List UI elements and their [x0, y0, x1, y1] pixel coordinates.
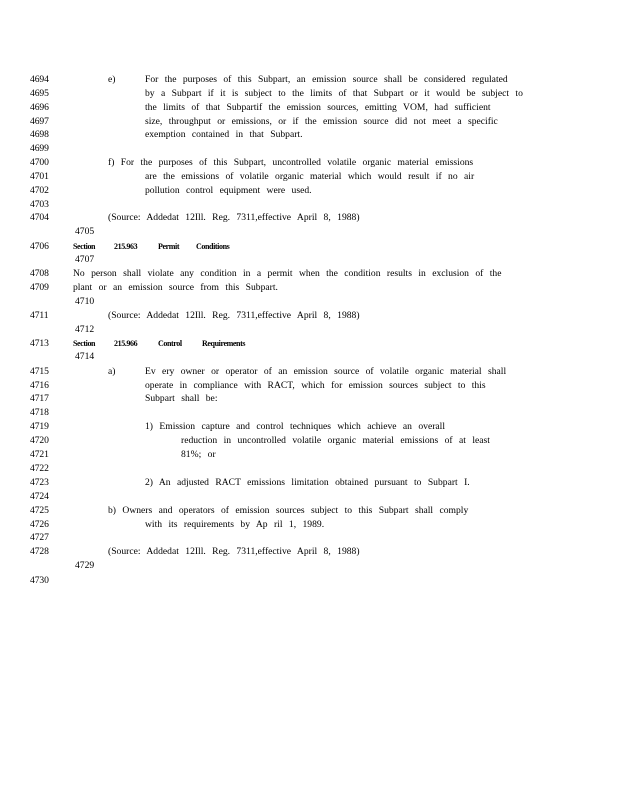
line-4713 — [0, 337, 618, 351]
line-number: 4706 — [30, 241, 49, 252]
line-number: 4707 — [75, 254, 95, 265]
line-4720 — [0, 434, 618, 448]
line-4726 — [0, 518, 618, 532]
line-number: 4696 — [30, 102, 49, 113]
section-label: Section — [73, 339, 96, 348]
line-text: are the emissions of volatile organic material which would result if no air — [145, 171, 475, 182]
line-4707 — [0, 253, 618, 267]
line-number: 4699 — [30, 143, 49, 154]
source-note: (Source: Addedat 12Ill. Reg. 7311,effective April 8, 1988) — [108, 310, 360, 321]
section-label: Section — [73, 242, 96, 251]
line-4702 — [0, 184, 618, 198]
line-4719 — [0, 420, 618, 434]
line-number: 4717 — [30, 393, 49, 404]
line-number: 4709 — [30, 282, 49, 293]
list-marker: a) — [108, 366, 116, 377]
section-title-word: Control — [158, 339, 182, 348]
section-number: 215.963 — [114, 242, 138, 251]
line-number: 4712 — [75, 324, 95, 335]
line-number: 4720 — [30, 435, 49, 446]
line-text: with its requirements by Ap ril 1, 1989. — [145, 519, 325, 530]
line-text: f) For the purposes of this Subpart, uncontrolled volatile organic material emissions — [108, 157, 474, 168]
line-number: 4723 — [30, 477, 49, 488]
line-4724 — [0, 490, 618, 504]
line-number: 4724 — [30, 491, 49, 502]
line-4721 — [0, 448, 618, 462]
line-text: No person shall violate any condition in a permit when the condition results in exclusion of the — [73, 268, 502, 279]
line-number: 4729 — [75, 560, 95, 571]
line-4714 — [0, 350, 618, 364]
line-4703 — [0, 198, 618, 212]
line-4694 — [0, 73, 618, 87]
line-text: b) Owners and operators of emission sources subject to this Subpart shall comply — [108, 505, 469, 516]
line-text: 1) Emission capture and control techniques which achieve an overall — [145, 421, 446, 432]
line-text: operate in compliance with RACT, which for emission sources subject to this — [145, 380, 486, 391]
line-text: exemption contained in that Subpart. — [145, 129, 303, 140]
line-4722 — [0, 462, 618, 476]
line-number: 4726 — [30, 519, 49, 530]
line-4701 — [0, 170, 618, 184]
line-4698 — [0, 128, 618, 142]
line-4696 — [0, 101, 618, 115]
line-number: 4701 — [30, 171, 49, 182]
line-text: pollution control equipment were used. — [145, 185, 312, 196]
line-number: 4727 — [30, 532, 49, 543]
line-number: 4698 — [30, 129, 49, 140]
line-number: 4716 — [30, 380, 49, 391]
line-number: 4710 — [75, 296, 95, 307]
line-4717 — [0, 392, 618, 406]
section-title-word: Permit — [158, 242, 180, 251]
line-4712 — [0, 323, 618, 337]
line-4728 — [0, 545, 618, 559]
line-number: 4725 — [30, 505, 49, 516]
line-number: 4730 — [30, 575, 49, 586]
line-4709 — [0, 281, 618, 295]
line-number: 4722 — [30, 463, 49, 474]
line-4727 — [0, 531, 618, 545]
list-marker: e) — [108, 74, 116, 85]
line-number: 4705 — [75, 226, 95, 237]
line-4715 — [0, 365, 618, 379]
line-number: 4721 — [30, 449, 49, 460]
line-number: 4715 — [30, 366, 49, 377]
source-note: (Source: Addedat 12Ill. Reg. 7311,effective April 8, 1988) — [108, 546, 360, 557]
line-number: 4708 — [30, 268, 49, 279]
line-4704 — [0, 211, 618, 225]
line-4729 — [0, 559, 618, 573]
line-4699 — [0, 142, 618, 156]
section-title-word: Requirements — [202, 339, 246, 348]
line-number: 4713 — [30, 338, 49, 349]
line-text: 81%; or — [181, 449, 216, 460]
line-number: 4694 — [30, 74, 49, 85]
line-number: 4697 — [30, 116, 49, 127]
line-text: 2) An adjusted RACT emissions limitation obtained pursuant to Subpart I. — [145, 477, 470, 488]
line-4718 — [0, 406, 618, 420]
line-text: Ev ery owner or operator of an emission source of volatile organic material shall — [145, 366, 507, 377]
line-number: 4700 — [30, 157, 49, 168]
line-4700 — [0, 156, 618, 170]
line-text: Subpart shall be: — [145, 393, 218, 404]
line-4723 — [0, 476, 618, 490]
line-text: size, throughput or emissions, or if the emission source did not meet a specific — [145, 116, 498, 127]
section-title-word: Conditions — [196, 242, 230, 251]
line-4697 — [0, 115, 618, 129]
section-number: 215.966 — [114, 339, 138, 348]
line-4711 — [0, 309, 618, 323]
line-text: the limits of that Subpartif the emission sources, emitting VOM, had sufficient — [145, 102, 491, 113]
line-number: 4711 — [30, 310, 49, 321]
line-4708 — [0, 267, 618, 281]
line-number: 4702 — [30, 185, 49, 196]
line-number: 4714 — [75, 351, 95, 362]
line-text: plant or an emission source from this Subpart. — [73, 282, 278, 293]
line-number: 4719 — [30, 421, 49, 432]
source-note: (Source: Addedat 12Ill. Reg. 7311,effective April 8, 1988) — [108, 212, 360, 223]
line-4695 — [0, 87, 618, 101]
line-text: For the purposes of this Subpart, an emission source shall be considered regulated — [145, 74, 508, 85]
line-number: 4718 — [30, 407, 49, 418]
line-number: 4703 — [30, 199, 49, 210]
line-number: 4695 — [30, 88, 49, 99]
line-4710 — [0, 295, 618, 309]
line-4730 — [0, 574, 618, 588]
line-4716 — [0, 379, 618, 393]
line-text: reduction in uncontrolled volatile organic material emissions of at least — [181, 435, 490, 446]
line-4705 — [0, 225, 618, 239]
line-number: 4704 — [30, 212, 49, 223]
line-text: by a Subpart if it is subject to the limits of that Subpart or it would be subject to — [145, 88, 523, 99]
line-4725 — [0, 504, 618, 518]
line-number: 4728 — [30, 546, 49, 557]
line-4706 — [0, 240, 618, 254]
